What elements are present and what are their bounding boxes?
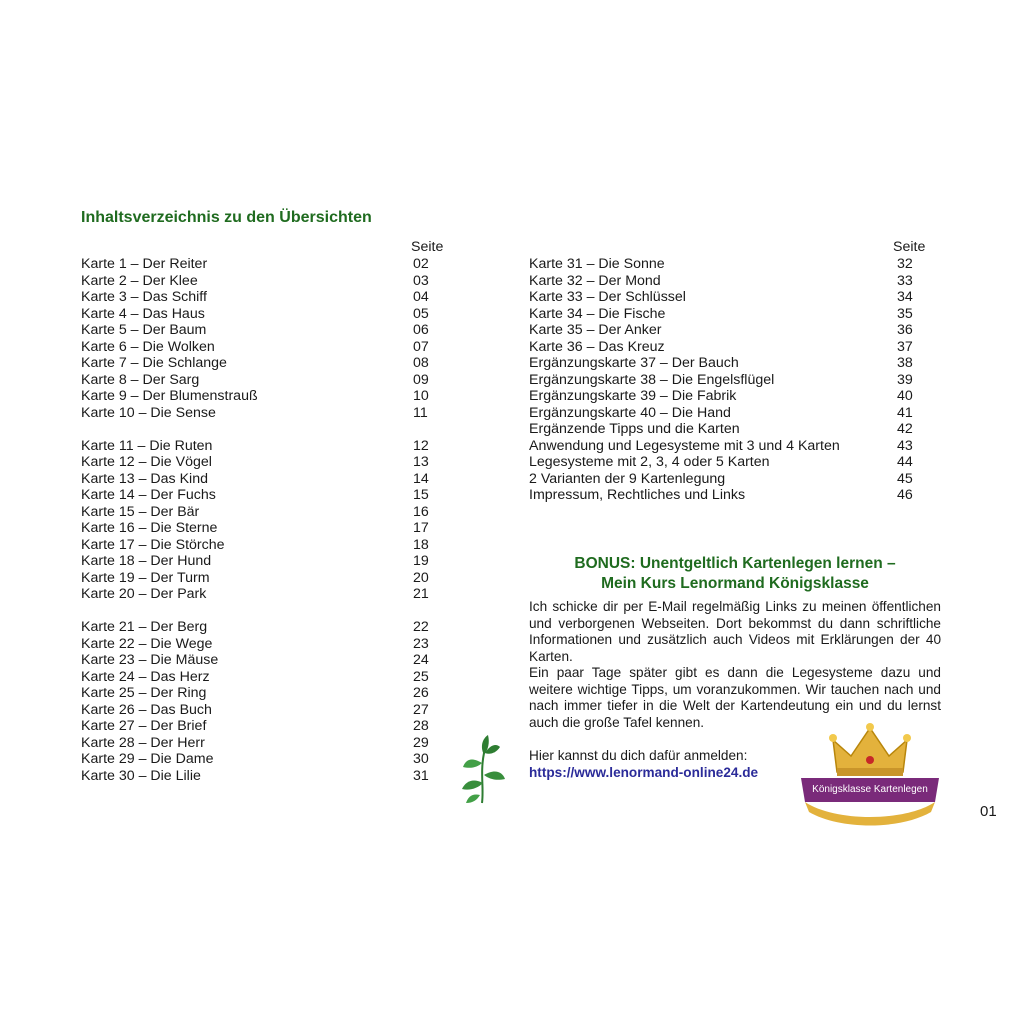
toc-entry-label: Karte 35 – Der Anker (529, 322, 662, 338)
toc-entry-label: Karte 19 – Der Turm (81, 569, 210, 586)
toc-entry-page: 10 (413, 388, 429, 404)
toc-entry-label: Ergänzungskarte 40 – Die Hand (529, 404, 731, 421)
toc-entry (81, 553, 451, 570)
toc-entry (81, 537, 451, 554)
toc-entry (81, 619, 451, 636)
toc-entry (529, 438, 933, 455)
toc-entry (529, 322, 933, 339)
toc-entry-label: Karte 9 – Der Blumenstrauß (81, 388, 258, 404)
toc-entry-page: 18 (413, 536, 429, 553)
toc-entry-label: Karte 20 – Der Park (81, 586, 207, 602)
toc-entry-page: 34 (897, 289, 913, 305)
toc-entry (81, 718, 451, 735)
toc-entry-page: 21 (413, 586, 429, 602)
toc-entry-label: 2 Varianten der 9 Kartenlegung (529, 470, 726, 487)
toc-entry (81, 669, 451, 686)
toc-entry (81, 273, 451, 290)
toc-entry (81, 636, 451, 653)
toc-entry-label: Karte 27 – Der Brief (81, 718, 207, 734)
toc-entry-page: 40 (897, 388, 913, 404)
flower-icon (458, 733, 508, 805)
toc-entry-label: Ergänzungskarte 38 – Die Engelsflügel (529, 371, 775, 388)
toc-entry (529, 471, 933, 488)
toc-entry-page: 17 (413, 520, 429, 536)
toc-entry-page: 15 (413, 487, 429, 503)
toc-entry (529, 355, 933, 372)
toc-entry-page: 12 (413, 437, 429, 454)
crown-icon (795, 722, 945, 832)
toc-entry-page: 35 (897, 305, 913, 322)
toc-entry (81, 685, 451, 702)
toc-entry-label: Karte 10 – Die Sense (81, 404, 216, 421)
toc-entry (529, 388, 933, 405)
bonus-heading: BONUS: Unentgeltlich Kartenlegen lernen – Mein Kurs Lenormand Königsklasse (574, 555, 896, 592)
toc-entry-page: 28 (413, 718, 429, 734)
toc-entry-label: Karte 23 – Die Mäuse (81, 652, 219, 668)
toc-entry-label: Karte 4 – Das Haus (81, 305, 205, 322)
toc-entry (529, 273, 933, 290)
toc-left-list (81, 256, 451, 784)
toc-entry (529, 306, 933, 323)
toc-entry-label: Karte 36 – Das Kreuz (529, 338, 665, 355)
toc-entry-page: 08 (413, 355, 429, 371)
toc-entry-page: 32 (897, 256, 913, 272)
toc-entry-label: Ergänzende Tipps und die Karten (529, 421, 740, 437)
bonus-paragraph: Ich schicke dir per E-Mail regelmäßig Links zu meinen öffentlichen und verborgenen Webseiten. Dort bekommst du dann schriftliche Informationen und zusätzlich auch Videos mit Erklärungen der 40 Karten. (529, 599, 941, 664)
toc-entry-label: Karte 24 – Das Herz (81, 668, 210, 685)
toc-entry (81, 652, 451, 669)
toc-entry-page: 29 (413, 734, 429, 751)
toc-entry (81, 702, 451, 719)
toc-entry-label: Karte 5 – Der Baum (81, 322, 207, 338)
toc-entry-label: Ergänzungskarte 39 – Die Fabrik (529, 388, 737, 404)
toc-entry-label: Karte 32 – Der Mond (529, 272, 661, 289)
toc-entry-page: 38 (897, 355, 913, 371)
toc-entry-label: Karte 2 – Der Klee (81, 272, 198, 289)
group-gap (81, 421, 451, 438)
toc-entry-label: Karte 31 – Die Sonne (529, 256, 665, 272)
toc-entry-page: 03 (413, 272, 429, 289)
toc-entry-page: 44 (897, 454, 913, 470)
toc-entry-page: 36 (897, 322, 913, 338)
toc-entry (81, 388, 451, 405)
toc-entry-page: 26 (413, 685, 429, 701)
toc-entry-page: 33 (897, 272, 913, 289)
toc-entry (529, 339, 933, 356)
toc-entry-label: Karte 8 – Der Sarg (81, 371, 200, 388)
toc-entry (81, 438, 451, 455)
toc-entry-page: 09 (413, 371, 429, 388)
toc-entry (529, 372, 933, 389)
toc-entry-label: Karte 26 – Das Buch (81, 701, 212, 718)
toc-entry-label: Karte 30 – Die Lilie (81, 767, 201, 784)
toc-entry (529, 405, 933, 422)
toc-entry-label: Karte 25 – Der Ring (81, 685, 207, 701)
toc-entry-label: Karte 16 – Die Sterne (81, 520, 218, 536)
page-number: 01 (980, 803, 997, 820)
signup-link[interactable]: https://www.lenormand-online24.de (529, 764, 759, 780)
toc-right-column (529, 239, 933, 504)
toc-entry (81, 735, 451, 752)
toc-entry (81, 289, 451, 306)
toc-entry-page: 41 (897, 404, 913, 421)
toc-entry-page: 24 (413, 652, 429, 668)
toc-entry-page: 07 (413, 338, 429, 355)
seite-header: Seite (893, 239, 926, 255)
toc-entry-label: Legesysteme mit 2, 3, 4 oder 5 Karten (529, 454, 770, 470)
signup-text: Hier kannst du dich dafür anmelden: (529, 748, 748, 763)
toc-entry (529, 487, 933, 504)
toc-entry (81, 751, 451, 768)
toc-entry-label: Karte 18 – Der Hund (81, 553, 212, 569)
toc-entry-label: Karte 34 – Die Fische (529, 305, 666, 322)
toc-entry-label: Karte 13 – Das Kind (81, 470, 208, 487)
toc-entry-label: Karte 17 – Die Störche (81, 536, 225, 553)
toc-entry (81, 520, 451, 537)
toc-entry (81, 487, 451, 504)
toc-entry-page: 39 (897, 371, 913, 388)
toc-entry-page: 43 (897, 437, 913, 454)
toc-entry-page: 06 (413, 322, 429, 338)
toc-entry-label: Impressum, Rechtliches und Links (529, 487, 746, 503)
bonus-description (529, 599, 941, 731)
toc-entry-label: Karte 7 – Die Schlange (81, 355, 227, 371)
toc-entry (81, 405, 451, 422)
toc-entry-page: 23 (413, 635, 429, 652)
badge (795, 722, 945, 832)
toc-entry (81, 504, 451, 521)
toc-entry-page: 20 (413, 569, 429, 586)
toc-entry-label: Karte 3 – Das Schiff (81, 289, 207, 305)
toc-entry-label: Karte 11 – Die Ruten (81, 437, 213, 454)
bonus-paragraph: Ein paar Tage später gibt es dann die Legesysteme dazu und weitere wichtige Tipps, um voranzukommen. Wir tauchen nach und nach immer tiefer in die Welt der Kartendeutung ein und du lernst auch die große Tafel kennen. (529, 665, 941, 730)
toc-entry-label: Karte 12 – Die Vögel (81, 454, 212, 470)
toc-entry-page: 25 (413, 668, 429, 685)
toc-entry-label: Karte 14 – Der Fuchs (81, 487, 216, 503)
toc-entry-page: 05 (413, 305, 429, 322)
toc-entry-label: Ergänzungskarte 37 – Der Bauch (529, 355, 739, 371)
group-gap (81, 603, 451, 620)
toc-entry (529, 421, 933, 438)
toc-entry (81, 306, 451, 323)
toc-right-list (529, 256, 933, 504)
toc-entry-page: 16 (413, 503, 429, 520)
toc-entry-page: 37 (897, 338, 913, 355)
toc-entry-label: Karte 33 – Der Schlüssel (529, 289, 686, 305)
toc-entry-page: 14 (413, 470, 429, 487)
toc-entry-page: 04 (413, 289, 429, 305)
toc-left-column (81, 239, 451, 784)
toc-entry (81, 372, 451, 389)
toc-entry-page: 45 (897, 470, 913, 487)
toc-entry-label: Karte 1 – Der Reiter (81, 256, 208, 272)
toc-entry-label: Karte 22 – Die Wege (81, 635, 213, 652)
toc-entry (81, 471, 451, 488)
toc-entry-page: 42 (897, 421, 913, 437)
toc-entry (81, 570, 451, 587)
page-title: Inhaltsverzeichnis zu den Übersichten (81, 209, 372, 226)
seite-header: Seite (411, 239, 444, 255)
toc-entry-page: 27 (413, 701, 429, 718)
toc-entry-label: Anwendung und Legesysteme mit 3 und 4 Karten (529, 437, 840, 454)
toc-entry-page: 13 (413, 454, 429, 470)
signup-block (529, 748, 758, 781)
toc-entry (81, 768, 451, 785)
toc-entry (81, 586, 451, 603)
toc-entry-label: Karte 6 – Die Wolken (81, 338, 215, 355)
toc-entry-page: 31 (413, 767, 429, 784)
toc-entry (529, 256, 933, 273)
toc-entry (81, 355, 451, 372)
toc-entry (81, 339, 451, 356)
toc-entry-label: Karte 28 – Der Herr (81, 734, 205, 751)
toc-entry (529, 454, 933, 471)
toc-entry-page: 46 (897, 487, 913, 503)
toc-entry-page: 30 (413, 751, 429, 767)
toc-entry-label: Karte 15 – Der Bär (81, 503, 200, 520)
toc-entry (529, 289, 933, 306)
toc-entry (81, 454, 451, 471)
toc-entry (81, 322, 451, 339)
toc-entry-page: 02 (413, 256, 429, 272)
toc-entry-page: 22 (413, 619, 429, 635)
toc-entry-page: 19 (413, 553, 429, 569)
toc-entry-label: Karte 29 – Die Dame (81, 751, 214, 767)
badge-label: Königsklasse Kartenlegen (812, 784, 928, 795)
toc-entry-page: 11 (413, 404, 428, 421)
toc-entry (81, 256, 451, 273)
toc-entry-label: Karte 21 – Der Berg (81, 619, 208, 635)
